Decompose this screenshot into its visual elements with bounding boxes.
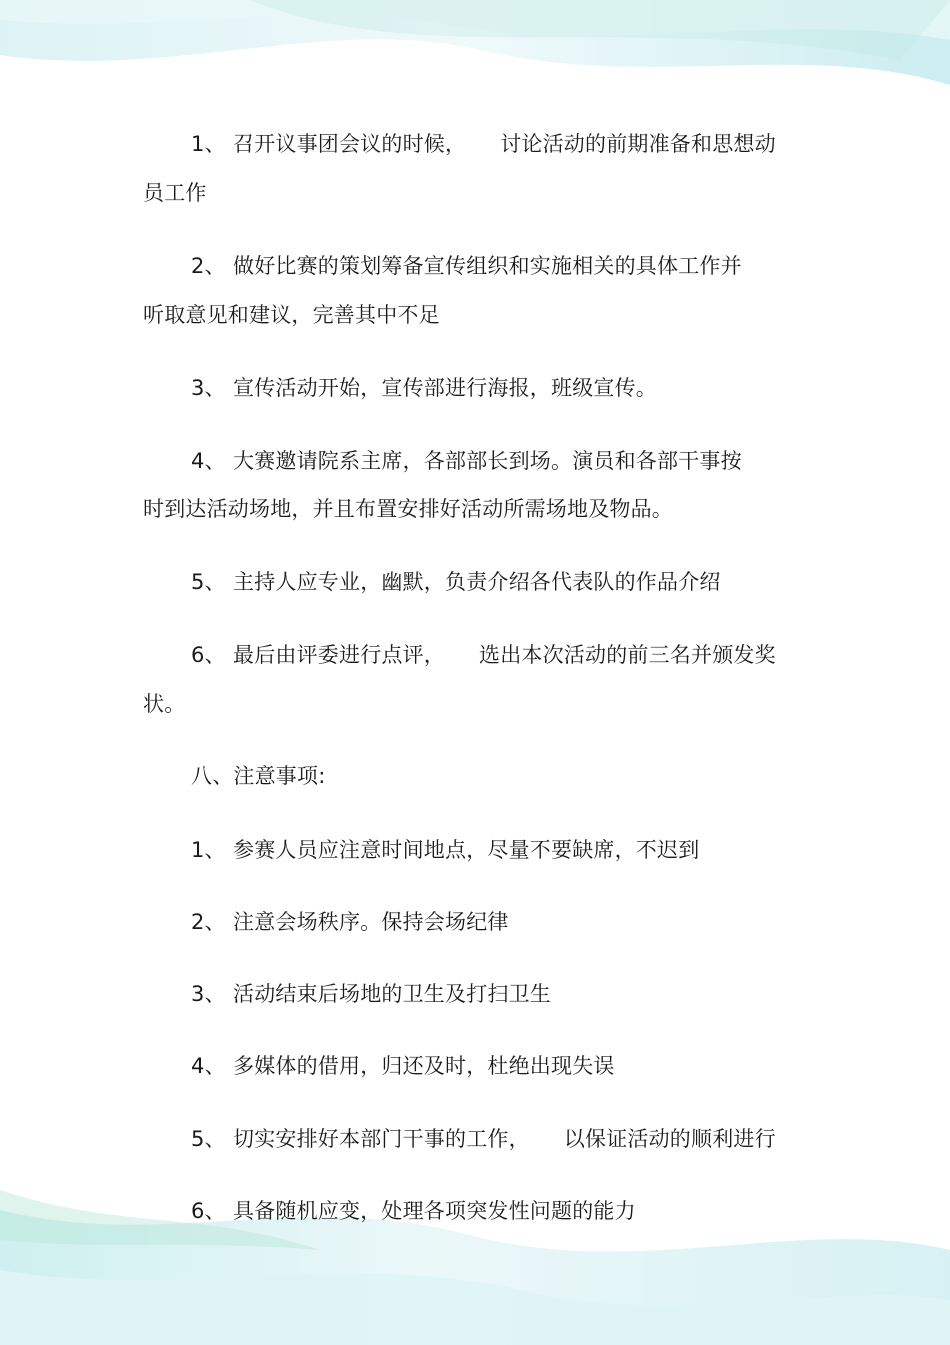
note-text: 活动结束后场地的卫生及打扫卫生 (233, 982, 551, 1006)
note-3 (191, 980, 551, 1008)
section-heading: 八、注意事项: (191, 764, 326, 788)
note-number: 5、 (191, 1127, 226, 1151)
note-text: 参赛人员应注意时间地点，尽量不要缺席，不迟到 (233, 838, 700, 862)
note-text-continued: 以保证活动的顺利进行 (563, 1127, 776, 1151)
item-text-continued: 讨论活动的前期准备和思想动 (500, 132, 776, 156)
item-number: 6、 (191, 643, 226, 667)
note-text: 多媒体的借用，归还及时，杜绝出现失误 (233, 1054, 615, 1078)
item-1-line-1 (191, 130, 776, 158)
item-4-line-2 (143, 495, 673, 523)
item-text: 大赛邀请院系主席，各部部长到场。演员和各部干事按 (233, 449, 742, 473)
item-5-line-1 (191, 568, 721, 596)
item-4-line-1 (191, 447, 742, 475)
item-number: 1、 (191, 132, 226, 156)
item-2-line-2 (143, 301, 440, 329)
note-number: 4、 (191, 1054, 226, 1078)
item-1-line-2 (143, 179, 207, 207)
note-number: 1、 (191, 838, 226, 862)
note-number: 3、 (191, 982, 226, 1006)
note-number: 6、 (191, 1199, 226, 1223)
item-text-wrap: 时到达活动场地，并且布置安排好活动所需场地及物品。 (143, 497, 673, 521)
item-6-line-1 (191, 641, 776, 669)
item-text: 宣传活动开始，宣传部进行海报，班级宣传。 (233, 376, 657, 400)
note-text: 切实安排好本部门干事的工作， (233, 1127, 530, 1151)
item-3-line-1 (191, 374, 657, 402)
item-text-continued: 选出本次活动的前三名并颁发奖 (479, 643, 776, 667)
item-text-wrap: 听取意见和建议，完善其中不足 (143, 303, 440, 327)
note-text: 具备随机应变，处理各项突发性问题的能力 (233, 1199, 636, 1223)
note-1 (191, 836, 699, 864)
note-6 (191, 1197, 636, 1225)
note-4 (191, 1052, 615, 1080)
item-text: 召开议事团会议的时候， (233, 132, 467, 156)
note-number: 2、 (191, 910, 226, 934)
item-text: 最后由评委进行点评， (233, 643, 445, 667)
note-2 (191, 908, 509, 936)
item-6-line-2 (143, 690, 185, 718)
item-text-wrap: 状。 (143, 692, 186, 716)
item-number: 3、 (191, 376, 226, 400)
item-2-line-1 (191, 252, 742, 280)
note-text: 注意会场秩序。保持会场纪律 (233, 910, 509, 934)
item-number: 2、 (191, 254, 226, 278)
item-text: 做好比赛的策划筹备宣传组织和实施相关的具体工作并 (233, 254, 742, 278)
item-text-wrap: 员工作 (143, 181, 207, 205)
note-5 (191, 1125, 776, 1153)
item-text: 主持人应专业，幽默，负责介绍各代表队的作品介绍 (233, 570, 721, 594)
item-number: 4、 (191, 449, 226, 473)
item-number: 5、 (191, 570, 226, 594)
